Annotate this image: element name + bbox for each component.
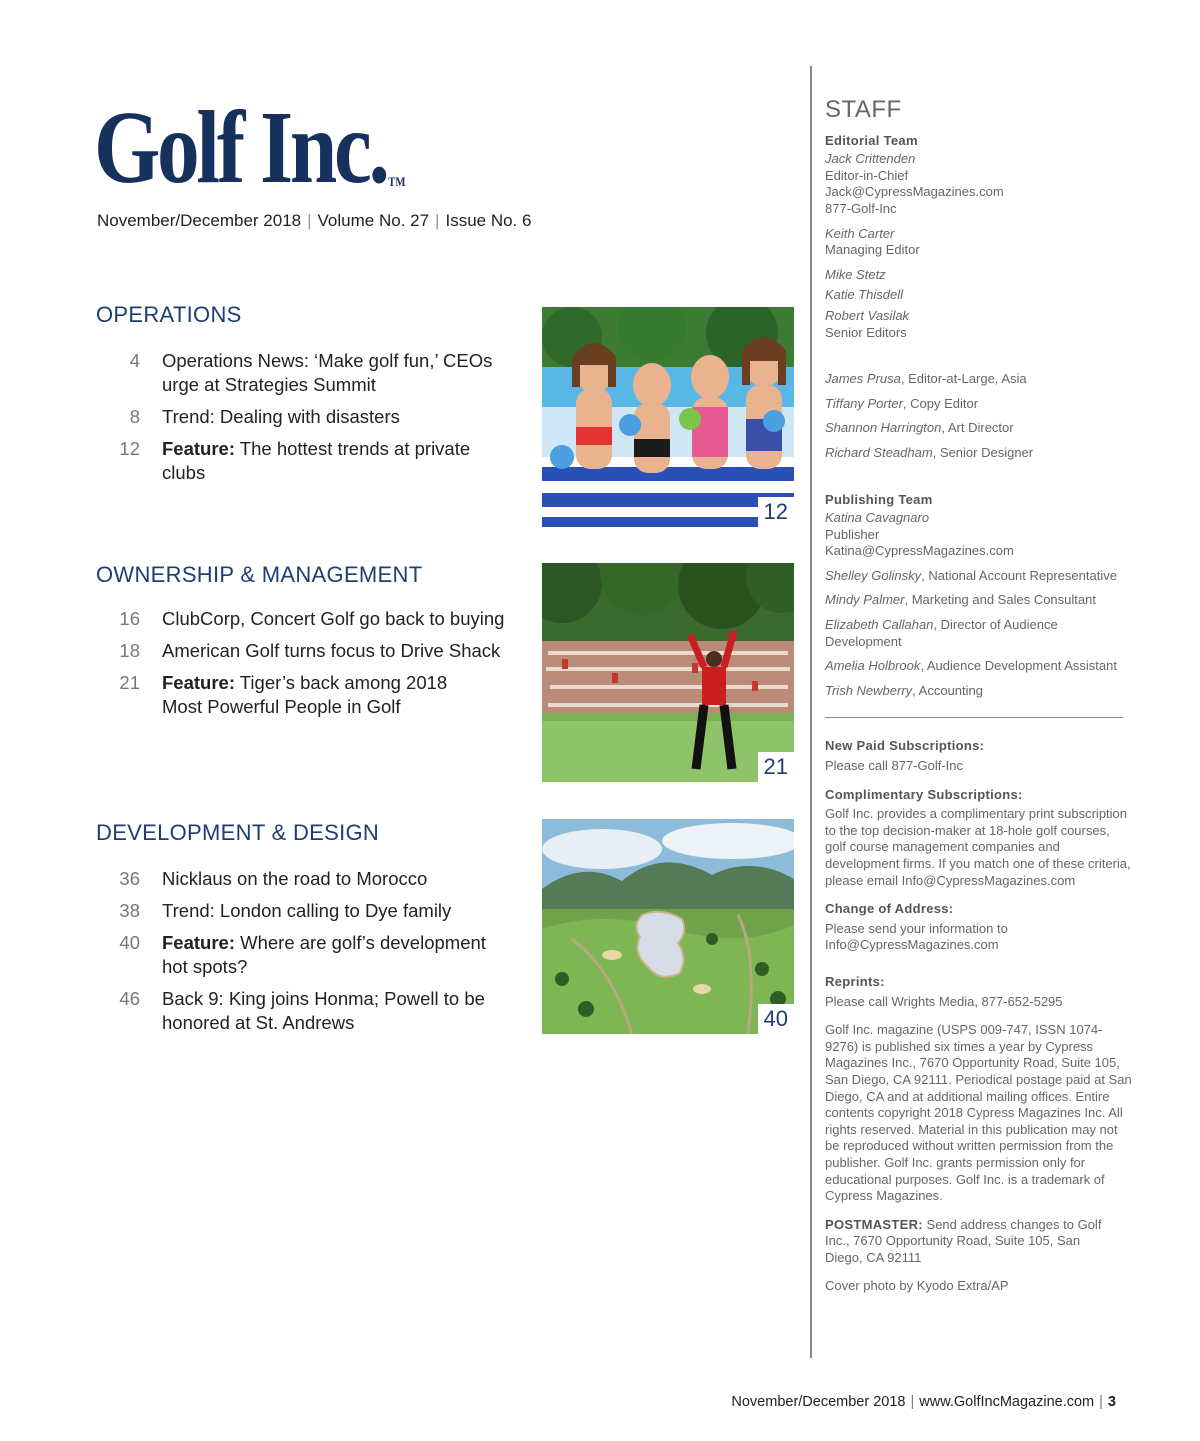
staff-entry: Shelley Golinsky, National Account Representative xyxy=(825,567,1117,583)
magazine-logo: Golf Inc. ™ xyxy=(94,90,406,205)
publishing-team-heading: Publishing Team xyxy=(825,491,933,507)
photo-kids-pool-image xyxy=(542,307,794,527)
photo-kids-pool[interactable] xyxy=(542,307,794,527)
toc-item[interactable] xyxy=(96,405,496,429)
toc-item[interactable] xyxy=(96,639,526,663)
toc-page-number: 38 xyxy=(119,900,140,921)
staff-entry: Jack Crittenden Editor-in-Chief Jack@CypressMagazines.com 877-Golf-Inc xyxy=(825,151,1155,217)
toc-page-number: 21 xyxy=(119,672,140,693)
staff-entry: Keith Carter Managing Editor xyxy=(825,225,920,258)
staff-entry: Mindy Palmer, Marketing and Sales Consultant xyxy=(825,592,1096,608)
paid-subscriptions: New Paid Subscriptions: Please call 877-Golf-Inc xyxy=(825,738,985,774)
toc-page-number: 8 xyxy=(129,406,140,427)
toc-list-development-design xyxy=(96,867,496,1043)
footer-date: November/December 2018 xyxy=(731,1394,906,1410)
toc-title: Trend: London calling to Dye family xyxy=(162,900,452,921)
editorial-team-heading: Editorial Team xyxy=(825,132,918,148)
staff-entry: Richard Steadham, Senior Designer xyxy=(825,444,1034,460)
cover-credit: Cover photo by Kyodo Extra/AP xyxy=(825,1278,1009,1294)
staff-entry: Shannon Harrington, Art Director xyxy=(825,420,1014,436)
toc-page-number: 4 xyxy=(129,350,140,371)
toc-item[interactable] xyxy=(96,987,496,1035)
photo-golf-course-aerial-image xyxy=(542,819,794,1034)
toc-item[interactable] xyxy=(96,931,496,979)
change-of-address: Change of Address: Please send your information to Info@CypressMagazines.com xyxy=(825,901,1008,953)
toc-title: Operations News: ‘Make golf fun,’ CEOs urge at Strategies Summit xyxy=(162,350,493,395)
email-link[interactable]: Jack@CypressMagazines.com xyxy=(825,184,1004,200)
toc-item[interactable] xyxy=(96,867,496,891)
legal-notice: Golf Inc. magazine (USPS 009-747, ISSN 1074-9276) is published six times a year by Cypress Magazines Inc., 7670 Opportunity Road, Suite 105, San Diego, CA 92111. Periodical postage paid at San Diego, CA and at additional mailing offices. Entire contents copyright 2018 Cypress Magazines Inc. All rights reserved. Material in this publication may not be reproduced without written permission from the publisher. Golf Inc. grants permission only for educational purposes. Golf Inc. is a trademark of Cypress Magazines. xyxy=(825,1022,1132,1204)
staff-column xyxy=(825,96,1155,1307)
toc-page-number: 46 xyxy=(119,988,140,1009)
volume-number: Volume No. 27 xyxy=(317,211,430,230)
toc-list-ownership-management xyxy=(96,607,526,727)
page-footer: November/December 2018 | www.GolfIncMagazine.com | 3 xyxy=(731,1394,1116,1410)
issue-line: November/December 2018 | Volume No. 27 | Issue No. 6 xyxy=(97,211,532,230)
toc-item[interactable] xyxy=(96,437,496,485)
column-divider xyxy=(810,66,812,1358)
toc-title: Nicklaus on the road to Morocco xyxy=(162,868,428,889)
toc-item[interactable] xyxy=(96,899,496,923)
email-link[interactable]: Katina@CypressMagazines.com xyxy=(825,543,1014,559)
issue-number: Issue No. 6 xyxy=(445,211,532,230)
toc-page-number: 36 xyxy=(119,868,140,889)
toc-page-number: 18 xyxy=(119,640,140,661)
staff-divider xyxy=(825,717,1123,718)
toc-title: Feature: Where are golf’s development hot spots? xyxy=(162,932,486,977)
toc-page-number: 16 xyxy=(119,608,140,629)
page-number: 3 xyxy=(1107,1394,1116,1410)
staff-entry: Amelia Holbrook, Audience Development Assistant xyxy=(825,658,1117,674)
toc-title: ClubCorp, Concert Golf go back to buying xyxy=(162,608,505,629)
toc-title: Trend: Dealing with disasters xyxy=(162,406,400,427)
staff-entry: Mike Stetz Katie Thisdell Robert Vasilak Senior Editors xyxy=(825,266,910,340)
toc-item[interactable] xyxy=(96,671,496,719)
toc-page-number: 12 xyxy=(119,438,140,459)
staff-entry: Tiffany Porter, Copy Editor xyxy=(825,395,979,411)
staff-title: STAFF xyxy=(825,96,902,123)
staff-entry: James Prusa, Editor-at-Large, Asia xyxy=(825,371,1027,387)
staff-entry: Elizabeth Callahan, Director of Audience Development xyxy=(825,617,1058,649)
photo-page-badge: 40 xyxy=(758,1004,794,1034)
photo-tiger-celebration[interactable] xyxy=(542,563,794,782)
photo-golf-course-aerial[interactable] xyxy=(542,819,794,1034)
reprints: Reprints: Please call Wrights Media, 877-652-5295 xyxy=(825,973,1063,1009)
toc-item[interactable] xyxy=(96,607,526,631)
section-title-operations: OPERATIONS xyxy=(96,302,242,327)
trademark-mark: TM xyxy=(388,174,406,189)
section-title-ownership-management: OWNERSHIP & MANAGEMENT xyxy=(96,562,423,587)
toc-title: Back 9: King joins Honma; Powell to be honored at St. Andrews xyxy=(162,988,485,1033)
toc-title: Feature: Tiger’s back among 2018 Most Powerful People in Golf xyxy=(162,672,448,717)
toc-page-number: 40 xyxy=(119,932,140,953)
toc-list-operations xyxy=(96,349,496,493)
photo-tiger-celebration-image xyxy=(542,563,794,782)
postmaster-notice: POSTMASTER: Send address changes to Golf Inc., 7670 Opportunity Road, Suite 105, San Diego, CA 92111 xyxy=(825,1216,1102,1265)
complimentary-subscriptions: Complimentary Subscriptions: Golf Inc. provides a complimentary print subscription to the top decision-maker at 18-hole golf courses, golf course management companies and development firms. If you match one of these criteria, please email Info@CypressMagazines.com xyxy=(825,786,1131,888)
toc-item[interactable] xyxy=(96,349,496,397)
staff-entry: Katina Cavagnaro Publisher Katina@CypressMagazines.com xyxy=(825,510,1155,560)
photo-page-badge: 12 xyxy=(758,497,794,527)
staff-entry: Trish Newberry, Accounting xyxy=(825,682,983,698)
footer-url[interactable]: www.GolfIncMagazine.com xyxy=(919,1394,1095,1410)
photo-page-badge: 21 xyxy=(758,752,794,782)
toc-title: American Golf turns focus to Drive Shack xyxy=(162,640,501,661)
issue-date: November/December 2018 xyxy=(97,211,302,230)
toc-title: Feature: The hottest trends at private clubs xyxy=(162,438,471,483)
section-title-development-design: DEVELOPMENT & DESIGN xyxy=(96,820,380,845)
